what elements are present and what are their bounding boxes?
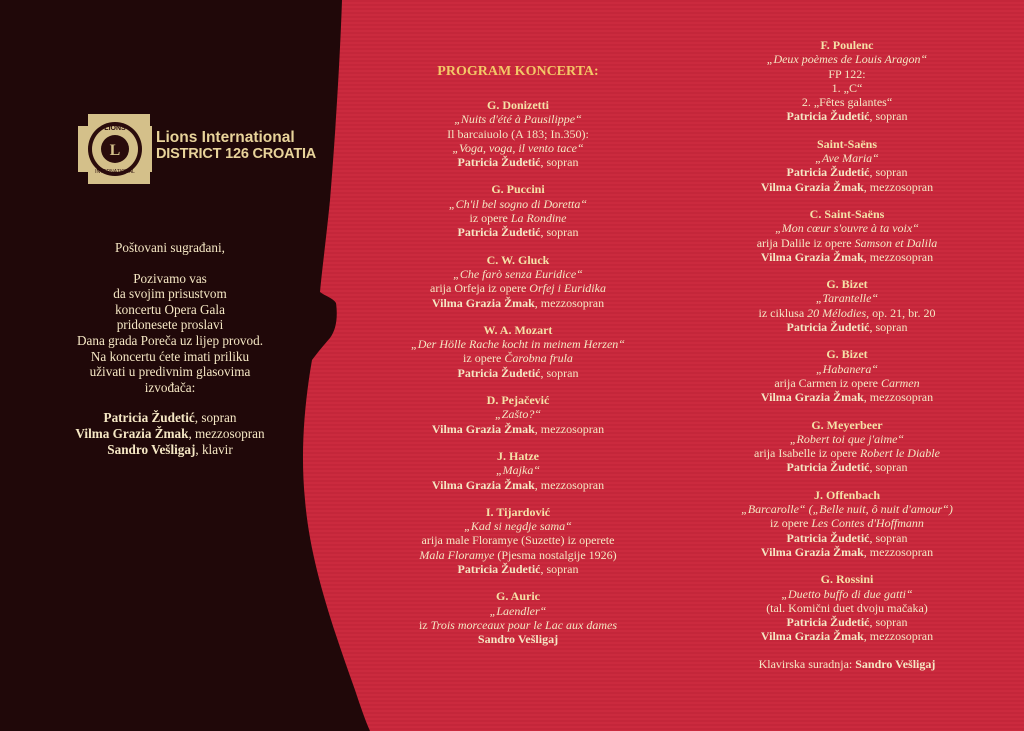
performer-name: Patricia Žudetić [786, 460, 870, 475]
performer-name: Sandro Vešligaj [477, 632, 559, 647]
work-text: „Majka“ [495, 463, 540, 478]
performer-role: , mezzosopran [863, 544, 934, 559]
program-item [727, 38, 967, 124]
program-line [388, 407, 648, 421]
program-item [727, 207, 967, 264]
composer-name: G. Bizet [826, 347, 868, 362]
program-item [388, 182, 648, 239]
performer-row [40, 410, 300, 426]
composer-name: G. Auric [496, 589, 540, 604]
performer-role: , mezzosopran [863, 249, 934, 264]
salutation: Poštovani sugrađani, [115, 240, 225, 255]
program-line [727, 165, 967, 179]
work-detail: (Pjesma nostalgije 1926) [494, 547, 617, 562]
program-line [727, 320, 967, 334]
program-line [388, 463, 648, 477]
performer-role: , sopran [540, 562, 579, 577]
program-line [388, 618, 648, 632]
program-line [727, 221, 967, 235]
performer-name: Patricia Žudetić [457, 365, 541, 380]
greeting-line: pridonesete proslavi [116, 317, 224, 333]
work-text: arija Carmen iz opere [774, 375, 881, 390]
performer-role: , sopran [540, 155, 579, 170]
performer-name: Patricia Žudetić [786, 109, 870, 124]
org-name: Lions International [156, 129, 295, 146]
composer-name: I. Tijardović [485, 504, 551, 519]
program-line [727, 601, 967, 615]
performer-role: , sopran [869, 460, 908, 475]
district-name: DISTRICT 126 CROATIA [156, 146, 317, 162]
performer-name: Vilma Grazia Žmak [431, 421, 535, 436]
work-text: „Deux poèmes de Louis Aragon“ [766, 52, 928, 67]
performer-role: , sopran [194, 410, 237, 426]
greeting-line: Dana grada Poreča uz lijep provod. [76, 332, 264, 348]
composer-name: D. Pejačević [486, 393, 550, 408]
work-text: „Tarantelle“ [815, 291, 879, 306]
performer-role: , sopran [869, 615, 908, 630]
program-line [727, 151, 967, 165]
program-line [727, 432, 967, 446]
program-line [727, 502, 967, 516]
piano-name: Sandro Vešligaj [855, 656, 936, 671]
performer-row [40, 426, 300, 442]
work-text: „Der Hölle Rache kocht in meinem Herzen“ [411, 337, 625, 352]
work-text: „Barcarolle“ („Belle nuit, ô nuit d'amour“) [741, 502, 953, 517]
greeting-line: koncertu Opera Gala [115, 301, 225, 317]
program-line [388, 562, 648, 576]
work-text: „Che farò senza Euridice“ [453, 266, 583, 281]
work-text: arija Isabelle iz opere [754, 446, 860, 461]
program-line [727, 460, 967, 474]
work-text: iz ciklusa [758, 305, 808, 320]
program-line [727, 629, 967, 643]
program-item [388, 98, 648, 169]
program-line [388, 296, 648, 310]
program-line [388, 281, 648, 295]
program-line [727, 446, 967, 460]
program-line [388, 533, 648, 547]
performer-name: Vilma Grazia Žmak [760, 249, 864, 264]
work-text: arija male Floramye (Suzette) iz operete [421, 533, 615, 548]
performer-role: , sopran [869, 320, 908, 335]
piano-label: Klavirska suradnja: [758, 656, 856, 671]
performer-name: Patricia Žudetić [786, 165, 870, 180]
program-item [388, 323, 648, 380]
program-line [388, 155, 648, 169]
work-title: Trois morceaux pour le Lac aux dames [430, 617, 618, 632]
composer-name: G. Rossini [820, 572, 874, 587]
program-line [727, 250, 967, 264]
greeting-line: izvođača: [144, 379, 196, 395]
work-text: „Laendler“ [489, 603, 547, 618]
work-text: iz opere [770, 516, 812, 531]
performer-name: Patricia Žudetić [457, 155, 541, 170]
work-text: FP 122: [828, 66, 866, 81]
program-item [727, 347, 967, 404]
composer-name: C. Saint-Saëns [809, 206, 885, 221]
composer-name: G. Meyerbeer [811, 417, 883, 432]
program-line [727, 180, 967, 194]
work-title: Les Contes d'Hoffmann [811, 516, 924, 531]
performer-role: , mezzosopran [863, 179, 934, 194]
greeting-line: Pozivamo vas [133, 270, 207, 286]
performer-row [40, 442, 300, 458]
performer-name: Patricia Žudetić [457, 225, 541, 240]
performer-role: , sopran [869, 109, 908, 124]
performer-name: Patricia Žudetić [786, 320, 870, 335]
program-line [727, 545, 967, 559]
composer-name: W. A. Mozart [483, 322, 553, 337]
performer-name: Vilma Grazia Žmak [760, 390, 864, 405]
program-line [727, 587, 967, 601]
composer-name: G. Donizetti [487, 98, 549, 112]
greeting-text [40, 240, 300, 457]
composer-name: F. Poulenc [820, 38, 874, 52]
work-text: „Robert toi que j'aime“ [789, 431, 905, 446]
greeting-line: da svojim prisustvom [113, 286, 227, 302]
svg-text:INTERNATIONAL: INTERNATIONAL [95, 169, 135, 175]
program-line [727, 109, 967, 123]
program-line [388, 337, 648, 351]
work-text: „Mon cœur s'ouvre à ta voix“ [775, 221, 919, 236]
program-item [727, 418, 967, 475]
program-item [727, 572, 967, 643]
program-line [388, 141, 648, 155]
work-text: (tal. Komični duet dvoju mačaka) [766, 600, 928, 615]
program-line [727, 52, 967, 66]
composer-name: C. W. Gluck [486, 252, 550, 267]
composer-name: J. Offenbach [814, 487, 880, 502]
svg-text:LIONS: LIONS [104, 125, 126, 132]
performer-role: , klavir [195, 441, 233, 457]
program-column-2 [727, 38, 967, 671]
program-line [727, 362, 967, 376]
work-text: „Kad si negdje sama“ [464, 519, 572, 534]
program-line [388, 478, 648, 492]
performer-role: , sopran [869, 530, 908, 545]
program-title: PROGRAM KONCERTA: [437, 64, 599, 79]
work-text: 2. „Fêtes galantes“ [801, 95, 893, 110]
performer-role: , mezzosopran [863, 629, 934, 644]
program-line [388, 225, 648, 239]
work-text: „Nuits d'été à Pausilippe“ [454, 112, 582, 127]
work-detail: , op. 21, br. 20 [866, 305, 936, 320]
program-line [388, 127, 648, 141]
program-line [388, 366, 648, 380]
program-line [727, 67, 967, 81]
work-title: Carmen [880, 375, 920, 390]
performer-name: Patricia Žudetić [103, 410, 195, 426]
performer-name: Patricia Žudetić [457, 562, 541, 577]
performer-name: Vilma Grazia Žmak [760, 544, 864, 559]
program-line [388, 351, 648, 365]
program-item [727, 137, 967, 194]
program-line [388, 548, 648, 562]
composer-name: G. Puccini [491, 182, 545, 197]
work-title: Robert le Diable [859, 446, 940, 461]
program-line [388, 519, 648, 533]
performer-name: Sandro Vešligaj [107, 441, 196, 457]
program-item [388, 449, 648, 492]
work-title: Orfej i Euridika [529, 281, 606, 296]
composer-name: J. Hatze [497, 448, 539, 463]
performer-name: Vilma Grazia Žmak [760, 629, 864, 644]
performer-role: , mezzosopran [534, 477, 605, 492]
program-line [727, 95, 967, 109]
program-item [727, 488, 967, 559]
program-line [388, 632, 648, 646]
performer-role: , mezzosopran [534, 295, 605, 310]
program-line [388, 112, 648, 126]
performer-role: , sopran [869, 165, 908, 180]
program-column-1 [388, 64, 648, 660]
greeting-body [40, 271, 300, 396]
program-line [727, 516, 967, 530]
program-line [388, 267, 648, 281]
program-line [727, 390, 967, 404]
work-title: Samson et Dalila [854, 235, 938, 250]
lions-logo [78, 112, 317, 186]
performer-role: , mezzosopran [188, 425, 265, 441]
performer-role: , mezzosopran [534, 421, 605, 436]
work-title: 20 Mélodies [807, 305, 867, 320]
program-line [727, 291, 967, 305]
composer-name: Saint-Saëns [816, 136, 878, 151]
work-text: Mala Floramye [419, 547, 495, 562]
piano-credit [727, 657, 967, 671]
performer-list [40, 410, 300, 457]
work-text: „Ch'il bel sogno di Doretta“ [448, 196, 588, 211]
work-text: „Habanera“ [815, 361, 878, 376]
work-text: 1. „C“ [831, 80, 863, 95]
performer-role: , sopran [540, 225, 579, 240]
performer-role: , mezzosopran [863, 390, 934, 405]
lions-seal-icon [78, 112, 152, 186]
svg-text:L: L [109, 142, 121, 159]
program-line [388, 211, 648, 225]
program-line [727, 615, 967, 629]
program-line [727, 236, 967, 250]
greeting-line: uživati u predivnim glasovima [89, 364, 251, 380]
program-item [388, 253, 648, 310]
performer-name: Patricia Žudetić [786, 615, 870, 630]
work-text: arija Dalile iz opere [756, 235, 855, 250]
program-line [727, 81, 967, 95]
program-item [388, 589, 648, 646]
performer-role: , sopran [540, 365, 579, 380]
greeting-line: Na koncertu ćete imati priliku [90, 348, 250, 364]
program-line [727, 531, 967, 545]
program-line [727, 306, 967, 320]
performer-name: Vilma Grazia Žmak [431, 477, 535, 492]
work-text: arija Orfeja iz opere [430, 281, 530, 296]
performer-name: Vilma Grazia Žmak [75, 425, 189, 441]
work-title: Čarobna frula [504, 351, 573, 366]
program-item [388, 505, 648, 576]
work-text: „Zašto?“ [494, 407, 542, 422]
performer-name: Vilma Grazia Žmak [431, 295, 535, 310]
program-item [388, 393, 648, 436]
work-text: „Ave Maria“ [815, 151, 879, 166]
program-item [727, 277, 967, 334]
work-text: iz [418, 617, 431, 632]
work-text: iz opere [463, 351, 505, 366]
program-line [388, 604, 648, 618]
work-text: Il barcaiuolo (A 183; In.350): [447, 126, 589, 141]
program-line [388, 197, 648, 211]
program-line [388, 422, 648, 436]
performer-name: Vilma Grazia Žmak [760, 179, 864, 194]
work-text: „Voga, voga, il vento tace“ [452, 140, 584, 155]
program-line [727, 376, 967, 390]
work-title: La Rondine [510, 211, 567, 226]
composer-name: G. Bizet [826, 277, 868, 292]
work-text: „Duetto buffo di due gatti“ [781, 586, 913, 601]
work-text: iz opere [469, 211, 511, 226]
performer-name: Patricia Žudetić [786, 530, 870, 545]
